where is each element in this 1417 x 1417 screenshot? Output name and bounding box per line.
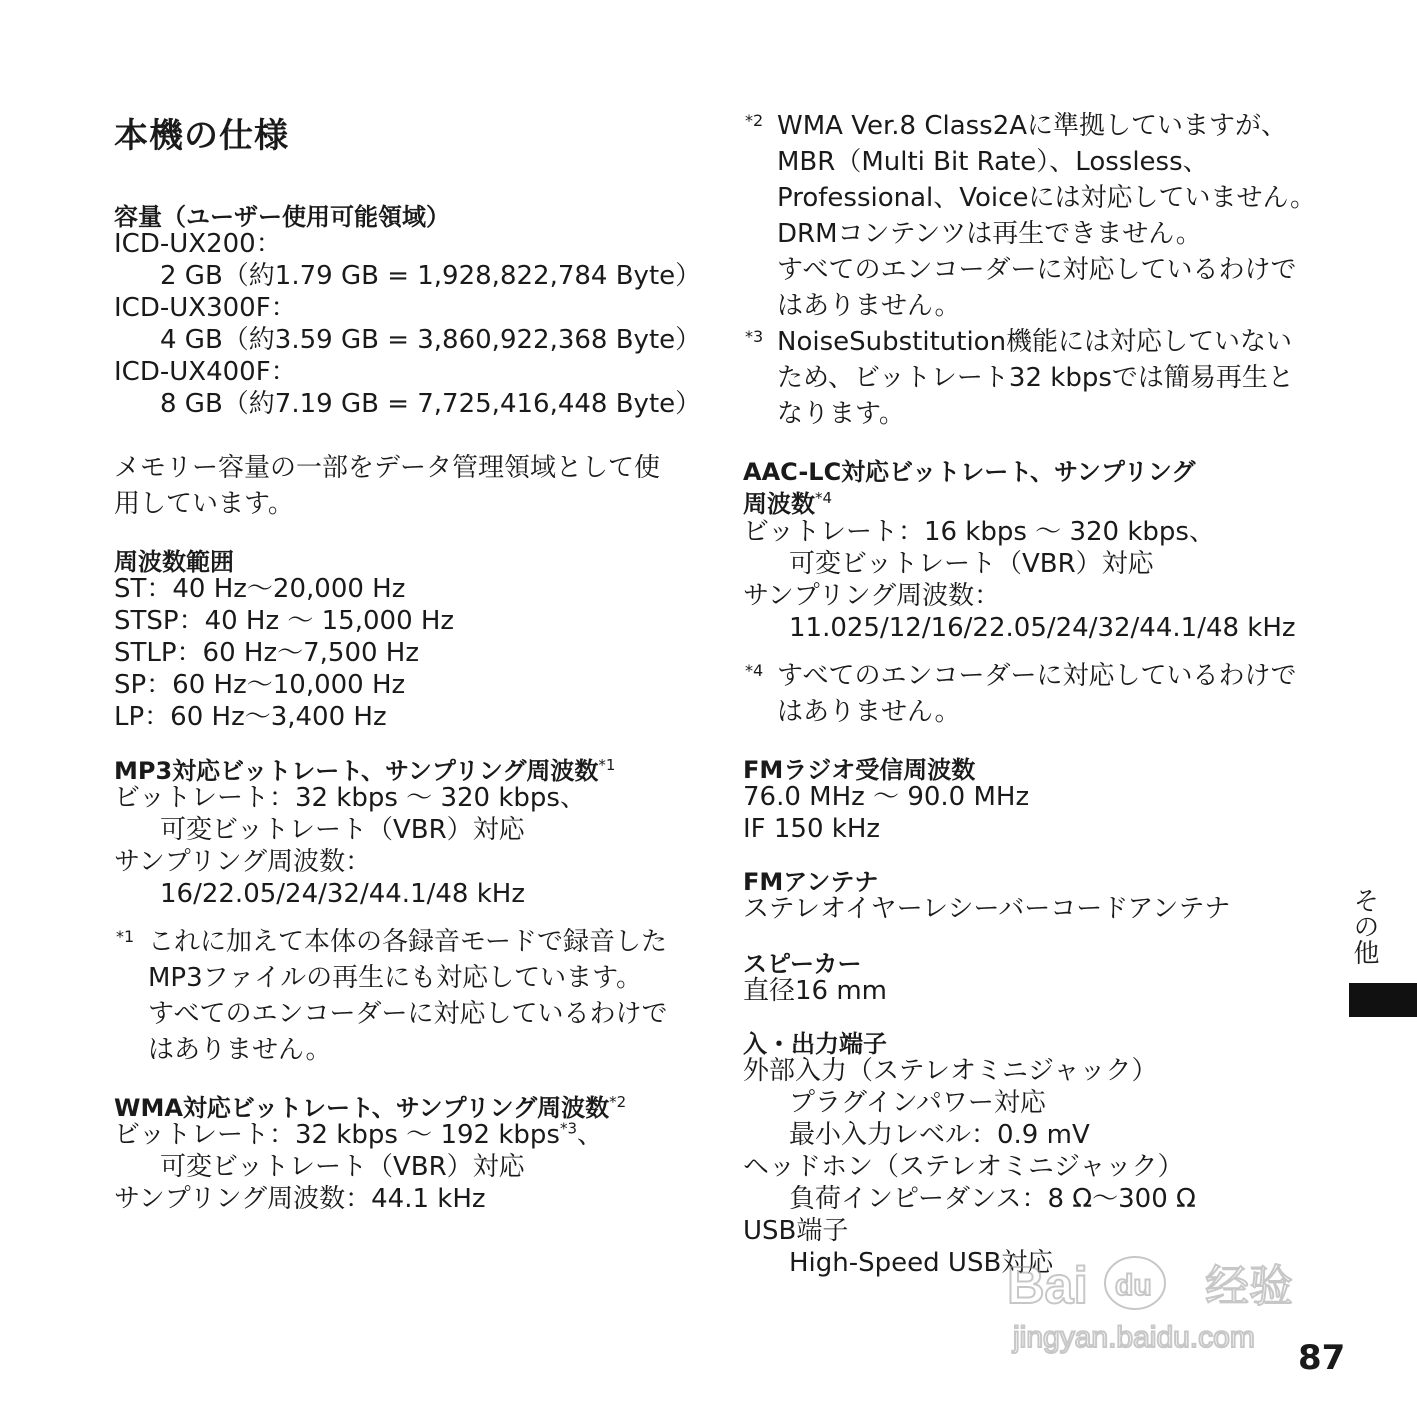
wma-line — [114, 1119, 603, 1151]
capacity-line: ICD-UX300F： — [114, 293, 297, 323]
wma-footnote-line: DRMコンテンツは再生できません。 — [777, 219, 1202, 249]
footnote-mark: *4 — [745, 661, 764, 680]
frequency-line: SP：60 Hz～10,000 Hz — [114, 670, 406, 700]
footnote-ref: *2 — [609, 1093, 627, 1111]
wma-footnote-line: すべてのエンコーダーに対応しているわけで — [777, 255, 1297, 285]
footnote-mark: *1 — [116, 927, 135, 946]
aac-line: 可変ビットレート（VBR）対応 — [789, 549, 1154, 579]
capacity-line: 8 GB（約7.19 GB = 7,725,416,448 Byte） — [160, 389, 702, 419]
wma-line: 可変ビットレート（VBR）対応 — [160, 1152, 525, 1182]
noise-footnote-line: ため、ビットレート32 kbpsでは簡易再生と — [777, 363, 1294, 393]
aac-footnote-line: はありません。 — [777, 697, 961, 727]
capacity-line: ICD-UX400F： — [114, 357, 297, 387]
mp3-heading-text: MP3対応ビットレート、サンプリング周波数 — [114, 757, 599, 785]
aac-footnote-line: すべてのエンコーダーに対応しているわけで — [777, 661, 1297, 691]
mp3-footnote-line: すべてのエンコーダーに対応しているわけで — [148, 999, 668, 1029]
mp3-line: サンプリング周波数： — [114, 847, 372, 877]
fm-radio-heading: FMラジオ受信周波数 — [743, 756, 976, 784]
io-heading: 入・出力端子 — [743, 1030, 887, 1058]
aac-line: 11.025/12/16/22.05/24/32/44.1/48 kHz — [789, 613, 1296, 643]
io-line: High-Speed USB対応 — [789, 1248, 1054, 1278]
aac-line: ビットレート：16 kbps ～ 320 kbps、 — [743, 517, 1215, 547]
page-number: 87 — [1298, 1338, 1346, 1378]
page-title: 本機の仕様 — [114, 116, 289, 156]
svg-text:经验: 经验 — [1205, 1261, 1293, 1312]
wma-footnote-line: MBR（Multi Bit Rate）、Lossless、 — [777, 147, 1209, 177]
wma-heading-text: WMA対応ビットレート、サンプリング周波数 — [114, 1094, 610, 1122]
fm-antenna-line: ステレオイヤーレシーバーコードアンテナ — [743, 894, 1231, 924]
mp3-line: 16/22.05/24/32/44.1/48 kHz — [160, 879, 525, 909]
capacity-note: 用しています。 — [114, 489, 294, 519]
frequency-line: ST：40 Hz～20,000 Hz — [114, 574, 406, 604]
capacity-line: 2 GB（約1.79 GB = 1,928,822,784 Byte） — [160, 261, 702, 291]
mp3-line: 可変ビットレート（VBR）対応 — [160, 815, 525, 845]
capacity-line: ICD-UX200： — [114, 229, 282, 259]
wma-bitrate: ビットレート：32 kbps ～ 192 kbps — [114, 1120, 560, 1150]
wma-footnote-line: Professional、Voiceには対応していません。 — [777, 183, 1317, 213]
footnote-ref: *1 — [598, 756, 616, 774]
frequency-line: STLP：60 Hz～7,500 Hz — [114, 638, 419, 668]
noise-footnote-line: なります。 — [777, 399, 905, 429]
io-line: 外部入力（ステレオミニジャック） — [743, 1056, 1158, 1086]
io-line: 負荷インピーダンス：8 Ω～300 Ω — [789, 1184, 1196, 1214]
footnote-mark: *3 — [745, 327, 764, 346]
mp3-footnote-line: MP3ファイルの再生にも対応しています。 — [148, 963, 643, 993]
noise-footnote-line: NoiseSubstitution機能には対応していない — [777, 327, 1293, 357]
side-tab-marker — [1349, 983, 1417, 1017]
svg-text:Bai: Bai — [1007, 1257, 1088, 1315]
speaker-heading: スピーカー — [743, 950, 862, 978]
mp3-heading — [114, 751, 615, 786]
footnote-ref: *4 — [815, 489, 833, 507]
aac-heading-2 — [743, 484, 832, 519]
wma-footnote-line: はありません。 — [777, 291, 961, 321]
capacity-note: メモリー容量の一部をデータ管理領域として使 — [114, 453, 661, 483]
mp3-line: ビットレート：32 kbps ～ 320 kbps、 — [114, 783, 586, 813]
footnote-ref: *3 — [559, 1119, 577, 1138]
side-tab-label: その他 — [1349, 887, 1379, 965]
io-line: USB端子 — [743, 1216, 849, 1246]
wma-heading — [114, 1088, 626, 1123]
io-line: プラグインパワー対応 — [789, 1088, 1046, 1118]
fm-radio-line: IF 150 kHz — [743, 814, 881, 844]
aac-heading: AAC-LC対応ビットレート、サンプリング — [743, 458, 1196, 486]
fm-antenna-heading: FMアンテナ — [743, 868, 879, 896]
svg-text:du: du — [1115, 1269, 1152, 1302]
wma-comma: 、 — [577, 1120, 604, 1150]
frequency-heading: 周波数範囲 — [114, 548, 234, 576]
footnote-mark: *2 — [745, 111, 764, 130]
speaker-line: 直径16 mm — [743, 976, 888, 1006]
wma-line: サンプリング周波数：44.1 kHz — [114, 1184, 486, 1214]
aac-line: サンプリング周波数： — [743, 581, 1001, 611]
baidu-watermark-logo — [1005, 1245, 1335, 1355]
aac-heading-text: 周波数 — [743, 490, 815, 518]
mp3-footnote-line: はありません。 — [148, 1035, 332, 1065]
io-line: ヘッドホン（ステレオミニジャック） — [743, 1152, 1184, 1182]
svg-text:jingyan.baidu.com: jingyan.baidu.com — [1013, 1321, 1255, 1354]
io-line: 最小入力レベル：0.9 mV — [789, 1120, 1090, 1150]
capacity-line: 4 GB（約3.59 GB = 3,860,922,368 Byte） — [160, 325, 702, 355]
mp3-footnote-line: これに加えて本体の各録音モードで録音した — [148, 927, 667, 957]
capacity-heading: 容量（ユーザー使用可能領域） — [114, 203, 450, 231]
frequency-line: LP：60 Hz～3,400 Hz — [114, 702, 387, 732]
fm-radio-line: 76.0 MHz ～ 90.0 MHz — [743, 782, 1030, 812]
wma-footnote-line: WMA Ver.8 Class2Aに準拠していますが、 — [777, 111, 1288, 141]
frequency-line: STSP：40 Hz ～ 15,000 Hz — [114, 606, 455, 636]
